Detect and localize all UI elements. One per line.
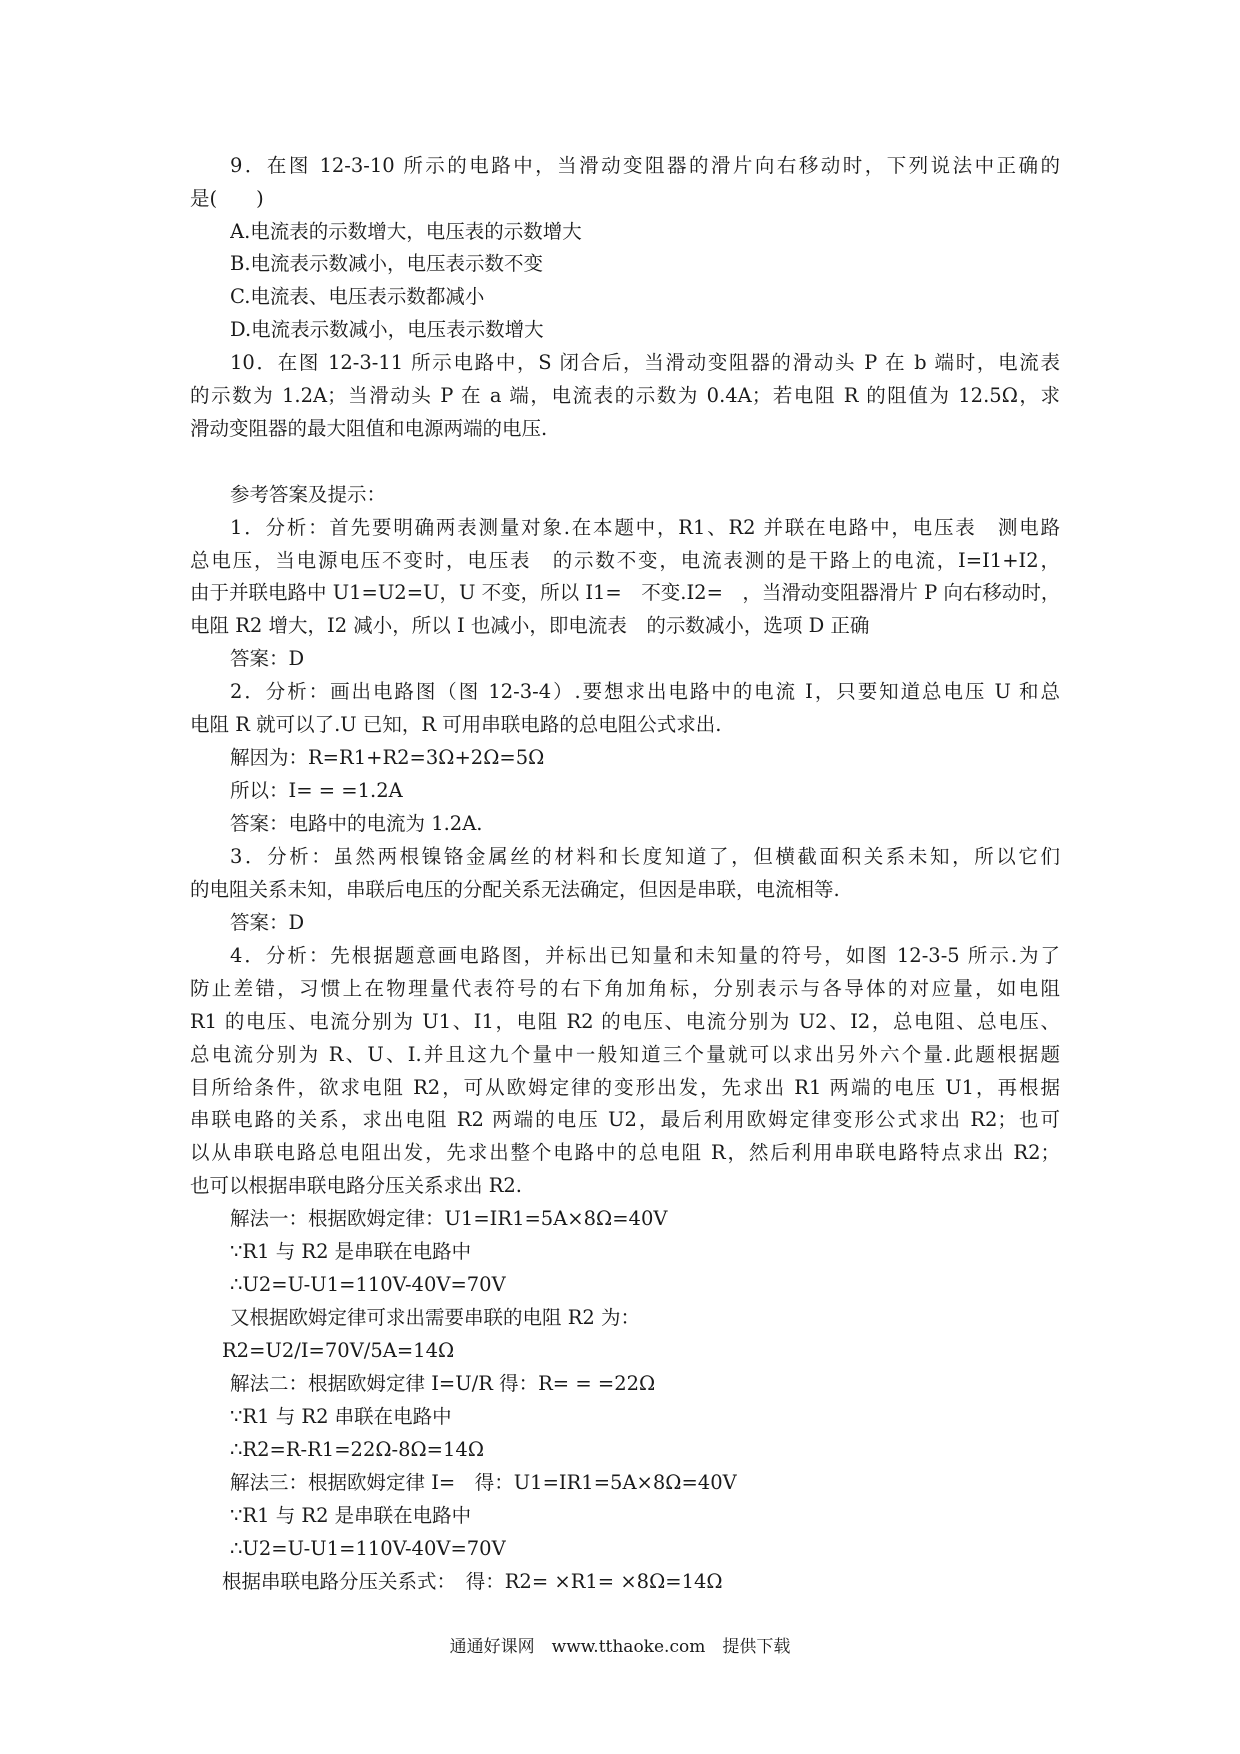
answer-4-analysis: R1 的电压、电流分别为 U1、I1，电阻 R2 的电压、电流分别为 U2、I2，总电阻、总电压、 (190, 1010, 1060, 1033)
method-2-step: 解法二：根据欧姆定律 I=U/R 得：R= = =22Ω (230, 1372, 656, 1395)
option-b: B.电流表示数减小，电压表示数不变 (230, 252, 544, 275)
method-1-step: ∴U2=U-U1=110V-40V=70V (230, 1273, 506, 1296)
answer-1-analysis: 电阻 R2 增大，I2 减小，所以 I 也减小，即电流表 的示数减小，选项 D 正确 (190, 614, 870, 637)
answer-2-analysis: 2．分析：画出电路图（图 12-3-4）.要想求出电路中的电流 I，只要知道总电压 U 和总 (230, 680, 1060, 703)
method-3-step: 解法三：根据欧姆定律 I= 得：U1=IR1=5A×8Ω=40V (230, 1471, 737, 1494)
question-10-line: 10．在图 12-3-11 所示电路中，S 闭合后，当滑动变阻器的滑动头 P 在 b 端时，电流表 (230, 351, 1060, 374)
answer-4-analysis: 总电流分别为 R、U、I.并且这九个量中一般知道三个量就可以求出另外六个量.此题根据题 (190, 1043, 1060, 1066)
answer-2-solution: 解因为：R=R1+R2=3Ω+2Ω=5Ω (230, 746, 545, 769)
answer-4-analysis: 目所给条件，欲求电阻 R2，可从欧姆定律的变形出发，先求出 R1 两端的电压 U1，再根据 (190, 1076, 1060, 1099)
page-footer: 通通好课网 www.tthaoke.com 提供下载 (449, 1637, 791, 1657)
option-a: A.电流表的示数增大，电压表的示数增大 (230, 220, 582, 243)
question-10-line: 滑动变阻器的最大阻值和电源两端的电压. (190, 417, 548, 440)
question-10-line: 的示数为 1.2A；当滑动头 P 在 a 端，电流表的示数为 0.4A；若电阻 R 的阻值为 12.5Ω，求 (190, 384, 1060, 407)
option-c: C.电流表、电压表示数都减小 (230, 285, 485, 308)
answer-1-analysis: 1．分析：首先要明确两表测量对象.在本题中，R1、R2 并联在电路中，电压表 测电路 (230, 516, 1060, 539)
answer-4-analysis: 4．分析：先根据题意画电路图，并标出已知量和未知量的符号，如图 12-3-5 所示.为了 (230, 944, 1060, 967)
answer-3-result: 答案：D (230, 911, 305, 934)
answer-1-analysis: 由于并联电路中 U1=U2=U，U 不变，所以 I1= 不变.I2= ，当滑动变阻器滑片 P 向右移动时， (190, 581, 1060, 604)
answer-1-result: 答案：D (230, 647, 305, 670)
method-3-step: ∴U2=U-U1=110V-40V=70V (230, 1537, 506, 1560)
method-3-step: ∵R1 与 R2 是串联在电路中 (230, 1504, 472, 1527)
method-2-step: ∵R1 与 R2 串联在电路中 (230, 1405, 452, 1428)
method-3-step: 根据串联电路分压关系式： 得：R2= ×R1= ×8Ω=14Ω (222, 1570, 723, 1593)
method-1-step: 又根据欧姆定律可求出需要串联的电阻 R2 为： (230, 1306, 640, 1329)
method-1-step: 解法一：根据欧姆定律：U1=IR1=5A×8Ω=40V (230, 1207, 668, 1230)
answers-heading: 参考答案及提示： (230, 483, 387, 506)
answer-4-analysis: 防止差错，习惯上在物理量代表符号的右下角加角标，分别表示与各导体的对应量，如电阻 (190, 977, 1060, 1000)
answer-2-analysis: 电阻 R 就可以了.U 已知，R 可用串联电路的总电阻公式求出. (190, 713, 722, 736)
question-9-stem-continued: 是( ) (190, 187, 264, 210)
method-1-step: R2=U2/I=70V/5A=14Ω (222, 1339, 455, 1362)
answer-4-analysis: 也可以根据串联电路分压关系求出 R2. (190, 1174, 522, 1197)
question-9-stem: 9．在图 12-3-10 所示的电路中，当滑动变阻器的滑片向右移动时，下列说法中正确的 (230, 154, 1060, 177)
answer-4-analysis: 串联电路的关系，求出电阻 R2 两端的电压 U2，最后利用欧姆定律变形公式求出 R2；也可 (190, 1108, 1060, 1131)
answer-2-solution: 所以：I= = =1.2A (230, 779, 403, 802)
answer-1-analysis: 总电压，当电源电压不变时，电压表 的示数不变，电流表测的是干路上的电流，I=I1+I2， (190, 549, 1060, 572)
answer-3-analysis: 3．分析：虽然两根镍铬金属丝的材料和长度知道了，但横截面积关系未知，所以它们 (230, 845, 1060, 868)
option-d: D.电流表示数减小，电压表示数增大 (230, 318, 544, 341)
method-2-step: ∴R2=R-R1=22Ω-8Ω=14Ω (230, 1438, 484, 1461)
answer-2-result: 答案：电路中的电流为 1.2A. (230, 812, 483, 835)
answer-3-analysis: 的电阻关系未知，串联后电压的分配关系无法确定，但因是串联，电流相等. (190, 878, 840, 901)
answer-4-analysis: 以从串联电路总电阻出发，先求出整个电路中的总电阻 R，然后利用串联电路特点求出 R2； (190, 1141, 1060, 1164)
method-1-step: ∵R1 与 R2 是串联在电路中 (230, 1240, 472, 1263)
